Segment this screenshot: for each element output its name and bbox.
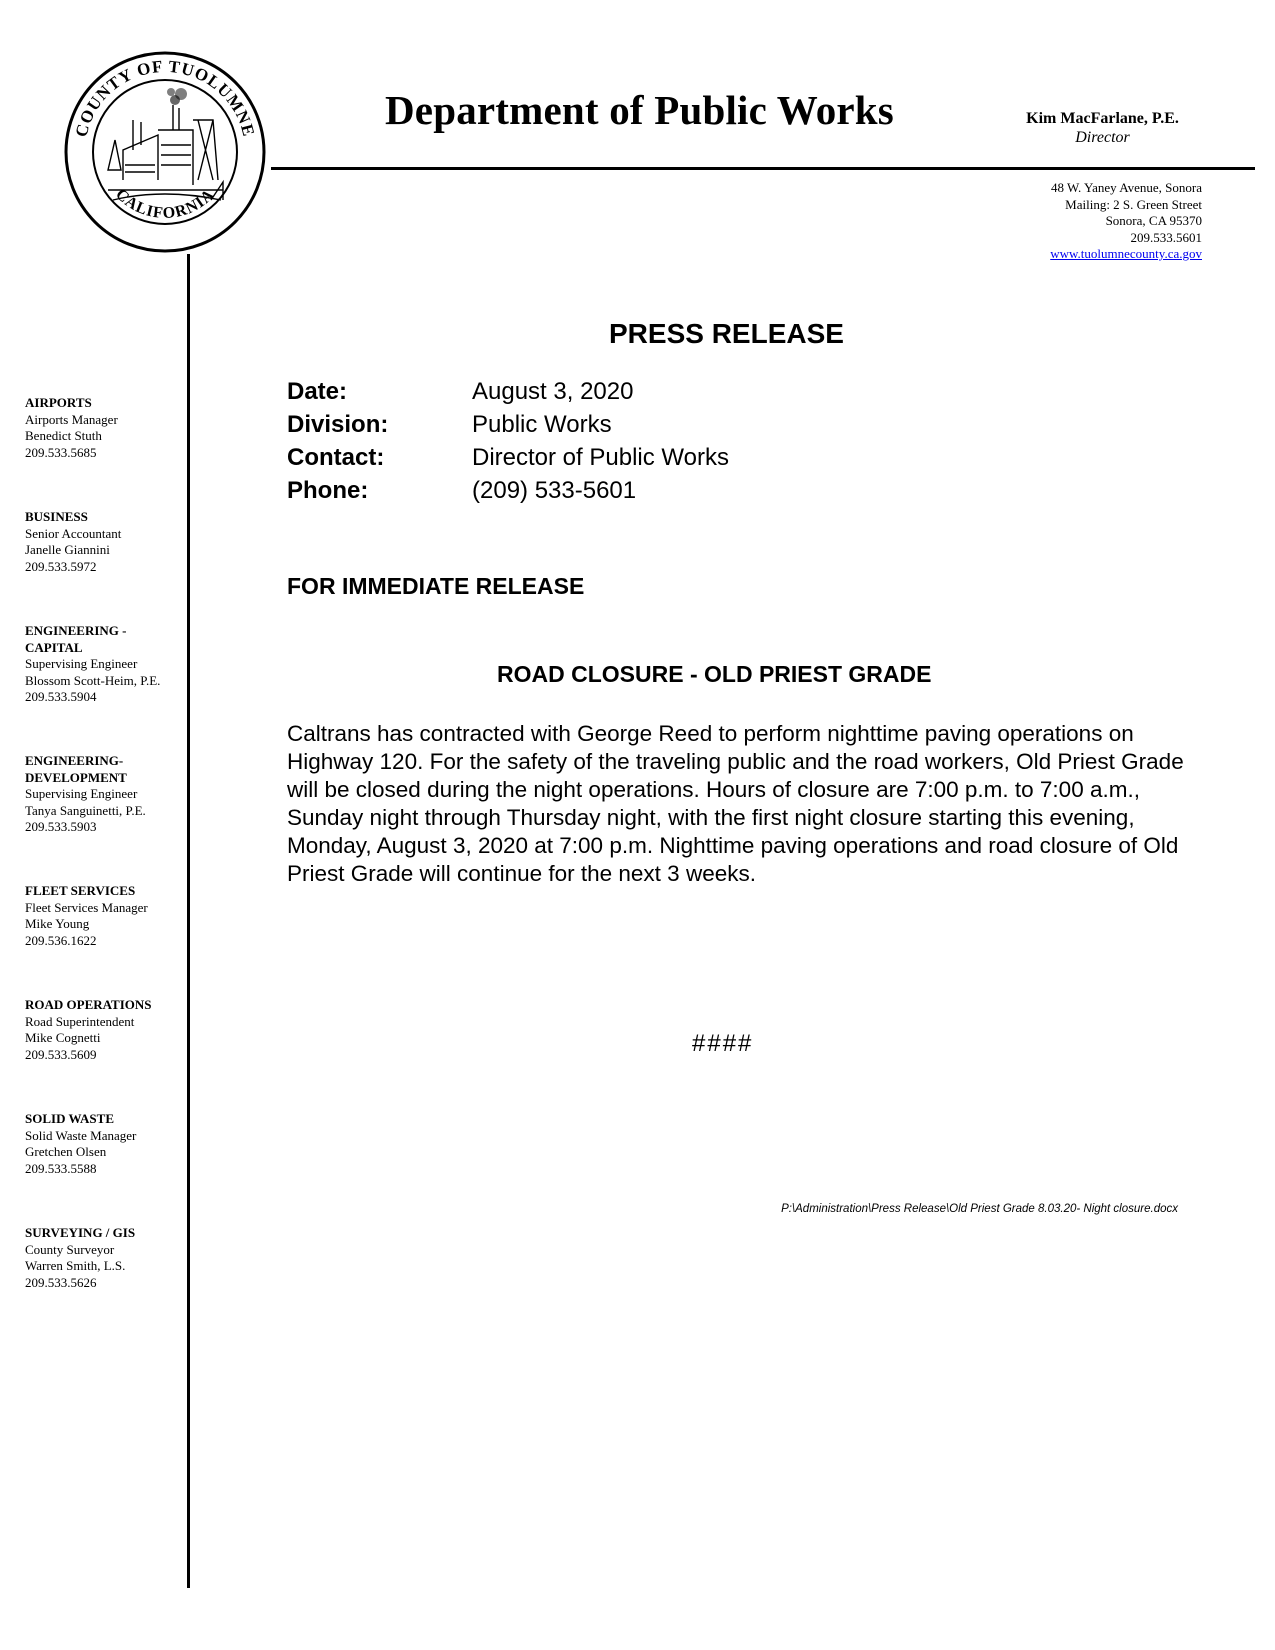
sidebar-group-road-operations <box>25 997 195 1063</box>
sidebar-heading: ENGINEERING - <box>25 623 127 638</box>
meta-row-division <box>287 408 729 441</box>
sidebar-heading: ENGINEERING- <box>25 753 124 768</box>
meta-label: Division: <box>287 411 389 438</box>
svg-text:COUNTY OF TUOLUMNE <box>71 57 258 139</box>
end-marks: #### <box>692 1030 754 1057</box>
sidebar-name: Blossom Scott-Heim, P.E. <box>25 672 161 688</box>
meta-row-contact <box>287 441 729 474</box>
sidebar-group-fleet-services <box>25 883 195 949</box>
sidebar-name: Mike Cognetti <box>25 1030 101 1045</box>
sidebar-name: Janelle Giannini <box>25 542 110 557</box>
sidebar-name: Gretchen Olsen <box>25 1144 107 1159</box>
sidebar-heading: BUSINESS <box>25 509 88 524</box>
sidebar-name: Tanya Sanguinetti, P.E. <box>25 802 146 818</box>
meta-label: Date: <box>287 378 348 405</box>
sidebar-role: Senior Accountant <box>25 525 122 541</box>
meta-value: Public Works <box>472 411 612 438</box>
immediate-release-label: FOR IMMEDIATE RELEASE <box>287 573 585 599</box>
meta-label: Contact: <box>287 444 385 471</box>
sidebar-role: Solid Waste Manager <box>25 1127 137 1143</box>
website-link[interactable]: www.tuolumnecounty.ca.gov <box>1050 246 1202 261</box>
sidebar-phone: 209.533.5903 <box>25 819 97 834</box>
director-title: Director <box>1075 129 1130 146</box>
meta-label: Phone: <box>287 477 369 504</box>
sidebar-heading-2: DEVELOPMENT <box>25 769 127 785</box>
sidebar-phone: 209.533.5972 <box>25 558 97 574</box>
sidebar-phone: 209.533.5904 <box>25 689 97 704</box>
sidebar-name: Mike Young <box>25 916 90 931</box>
sidebar-role: Fleet Services Manager <box>25 899 148 915</box>
sidebar-group-solid-waste <box>25 1111 195 1177</box>
release-headline: ROAD CLOSURE - OLD PRIEST GRADE <box>497 661 932 687</box>
sidebar-heading: AIRPORTS <box>25 395 92 410</box>
director-block <box>1000 109 1205 147</box>
sidebar-heading: SOLID WASTE <box>25 1111 114 1126</box>
sidebar-role: Supervising Engineer <box>25 656 138 671</box>
meta-value: August 3, 2020 <box>472 378 634 405</box>
sidebar-group-engineering-capital <box>25 623 195 706</box>
director-name: Kim MacFarlane, P.E. <box>1026 110 1179 127</box>
meta-row-date <box>287 375 729 408</box>
header-divider <box>271 167 1255 170</box>
sidebar-role: County Surveyor <box>25 1241 115 1257</box>
sidebar-role: Airports Manager <box>25 411 118 427</box>
meta-row-phone <box>287 474 729 507</box>
svg-text:CALIFORNIA <box>112 186 218 222</box>
sidebar-role: Road Superintendent <box>25 1013 135 1029</box>
sidebar-heading-2: CAPITAL <box>25 639 83 655</box>
sidebar-heading: FLEET SERVICES <box>25 883 136 898</box>
sidebar-group-engineering-development <box>25 753 195 836</box>
sidebar-phone: 209.533.5609 <box>25 1046 97 1062</box>
sidebar-name: Benedict Stuth <box>25 428 102 443</box>
address-line-2: Mailing: 2 S. Green Street <box>1065 196 1202 212</box>
sidebar-group-business <box>25 509 195 575</box>
county-seal-icon <box>63 50 268 255</box>
release-body: Caltrans has contracted with George Reed to perform nighttime paving operations on Highway 120. For the safety of the traveling public and the road workers, Old Priest Grade will be closed during the night operations. Hours of closure are 7:00 p.m. to 7:00 a.m., Sunday night through Thursday night, with the first night closure starting this evening, Monday, August 3, 2020 at 7:00 p.m. Nighttime paving operations and road closure of Old Priest Grade will continue for the next 3 weeks. <box>287 721 1184 886</box>
address-line-3: Sonora, CA 95370 <box>1105 213 1202 228</box>
address-phone: 209.533.5601 <box>1130 229 1202 245</box>
address-line-1: 48 W. Yaney Avenue, Sonora <box>1050 180 1202 195</box>
sidebar-name: Warren Smith, L.S. <box>25 1258 126 1273</box>
seal-top-text: COUNTY OF TUOLUMNE <box>71 56 259 139</box>
address-block <box>1050 180 1202 263</box>
sidebar-phone: 209.533.5626 <box>25 1274 97 1290</box>
sidebar-group-surveying-gis <box>25 1225 195 1291</box>
sidebar-role: Supervising Engineer <box>25 786 138 801</box>
seal-bottom-text: CALIFORNIA <box>112 185 218 223</box>
press-release-title: PRESS RELEASE <box>609 318 844 349</box>
file-path: P:\Administration\Press Release\Old Priest Grade 8.03.20- Night closure.docx <box>781 1203 1178 1215</box>
sidebar-phone: 209.533.5685 <box>25 444 97 460</box>
department-title: Department of Public Works <box>385 87 894 133</box>
sidebar-phone: 209.536.1622 <box>25 932 97 948</box>
meta-value: (209) 533-5601 <box>472 477 637 504</box>
release-meta <box>287 375 729 507</box>
sidebar-group-airports <box>25 395 195 461</box>
sidebar-phone: 209.533.5588 <box>25 1160 97 1176</box>
sidebar-heading: SURVEYING / GIS <box>25 1225 136 1240</box>
meta-value: Director of Public Works <box>472 444 729 471</box>
sidebar-heading: ROAD OPERATIONS <box>25 997 152 1012</box>
